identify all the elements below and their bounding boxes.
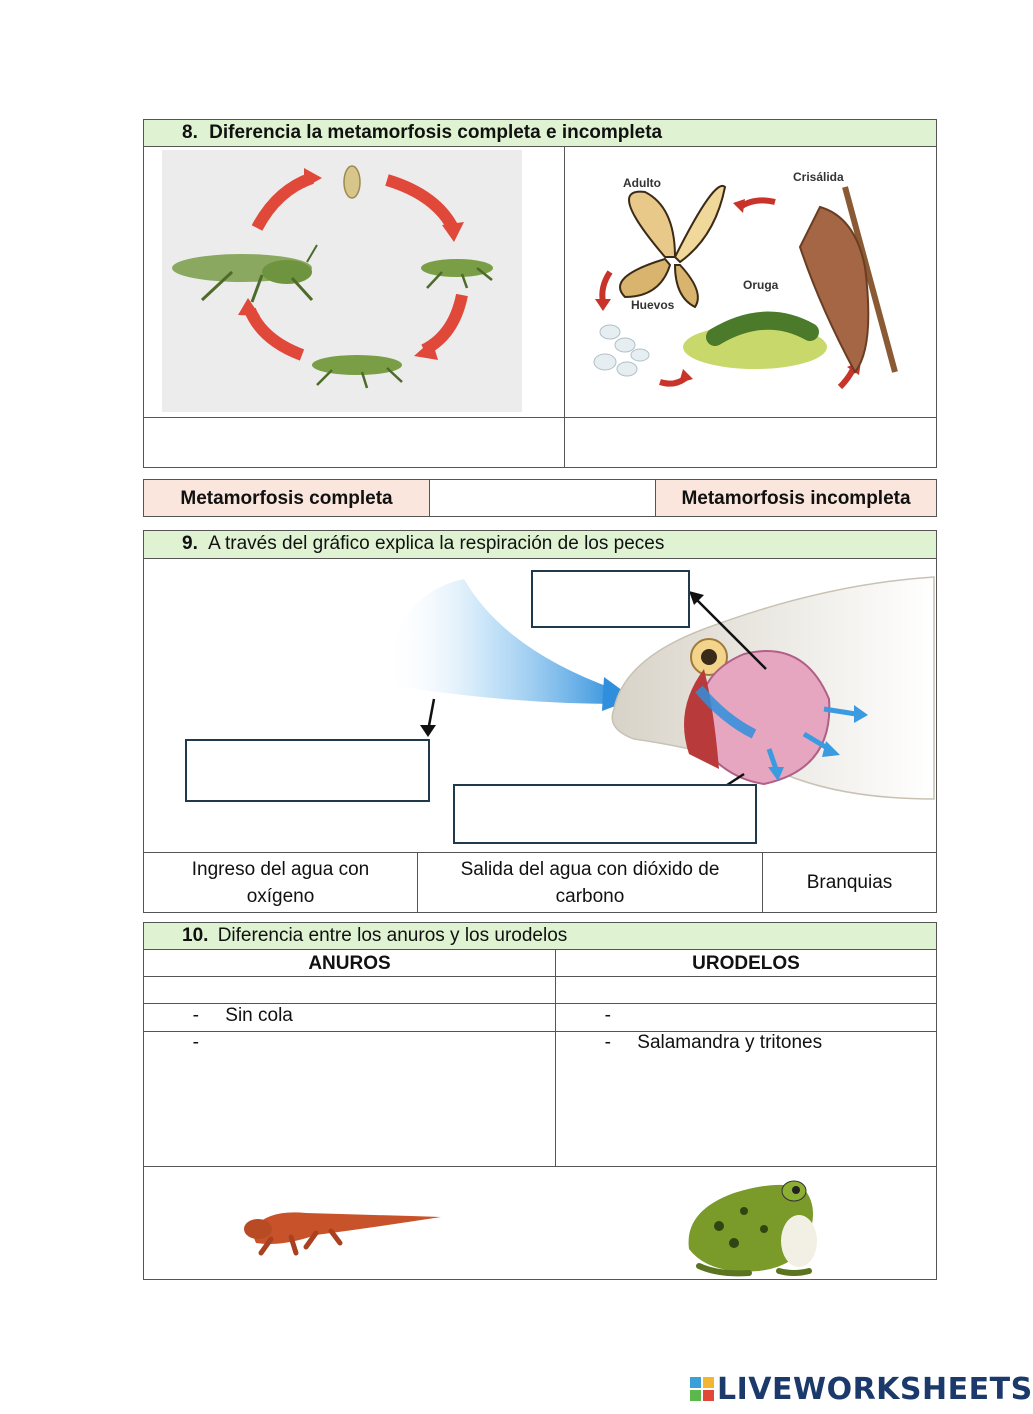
q8-image-cell-left [143,146,565,418]
frog-image [679,1171,829,1281]
label-chrysalis: Crisálida [793,170,844,184]
liveworksheets-logo [690,1372,1033,1406]
q9-number: 9. [182,533,198,554]
label-eggs: Huevos [631,298,675,312]
column-header-anuros-label: ANUROS [308,952,391,974]
grasshopper-cycle-image [162,150,522,412]
column-header-urodelos [555,949,937,977]
q10-row-1-right[interactable] [555,976,937,1026]
butterfly-arrow-left [602,272,610,302]
logo-grid-icon [690,1377,714,1401]
q8-header [143,119,937,147]
q8-answer-left[interactable] [143,417,565,468]
q10-title: Diferencia entre los anuros y los urodelos [217,925,568,946]
answer-box-left[interactable] [185,739,430,802]
q10-row-2-right[interactable] [555,1003,937,1053]
salamander-image [236,1191,456,1261]
q10-row-2-left[interactable] [143,1003,556,1053]
q10-number: 10. [182,925,209,946]
column-header-anuros [143,949,556,977]
q9-title: A través del gráfico explica la respiración de los peces [208,533,665,554]
q8-image-cell-right [564,146,937,418]
q10-header [143,922,937,950]
label-larva: Oruga [743,278,779,292]
option-branquias-label: Branquias [806,872,893,893]
eggs-shape [594,325,649,376]
option-middle-blank [429,479,656,517]
option-ingreso-agua[interactable] [143,852,418,913]
label-adult: Adulto [623,176,661,190]
q10-answer-right[interactable] [555,1031,937,1167]
option-branquias[interactable] [762,852,937,913]
q10-row-2-right-text: - Salamandra y tritones [604,1032,823,1053]
option-metamorfosis-incompleta-label: Metamorfosis incompleta [681,487,911,509]
q10-image-row [143,1166,937,1280]
q10-row-1-left[interactable] [143,976,556,1026]
option-ingreso-agua-label: Ingreso del agua con oxígeno [191,858,370,907]
option-metamorfosis-completa[interactable] [143,479,430,517]
answer-box-top[interactable] [531,570,690,628]
butterfly-shape [620,186,725,307]
option-metamorfosis-completa-label: Metamorfosis completa [180,487,393,509]
q10-answer-left[interactable] [143,1031,556,1167]
logo-text: LIVEWORKSHEETS [717,1371,1033,1407]
q10-row-2-left-text: - [192,1032,199,1053]
q8-number: 8. [182,122,198,143]
option-metamorfosis-incompleta[interactable] [655,479,937,517]
q8-answer-right[interactable] [564,417,937,468]
q9-header [143,530,937,559]
column-header-urodelos-label: URODELOS [692,952,800,974]
q10-row-1-left-text: - Sin cola [192,1005,293,1026]
q10-row-1-right-text: - [604,1005,611,1026]
answer-box-bottom[interactable] [453,784,757,844]
q9-diagram-cell [143,558,937,853]
option-salida-agua[interactable] [417,852,763,913]
butterfly-arrow-top [740,200,775,207]
q8-title: Diferencia la metamorfosis completa e incompleta [209,122,663,143]
option-salida-agua-label: Salida del agua con dióxido de carbono [460,858,720,907]
butterfly-cycle-image [565,147,936,417]
egg-shape [344,166,360,198]
